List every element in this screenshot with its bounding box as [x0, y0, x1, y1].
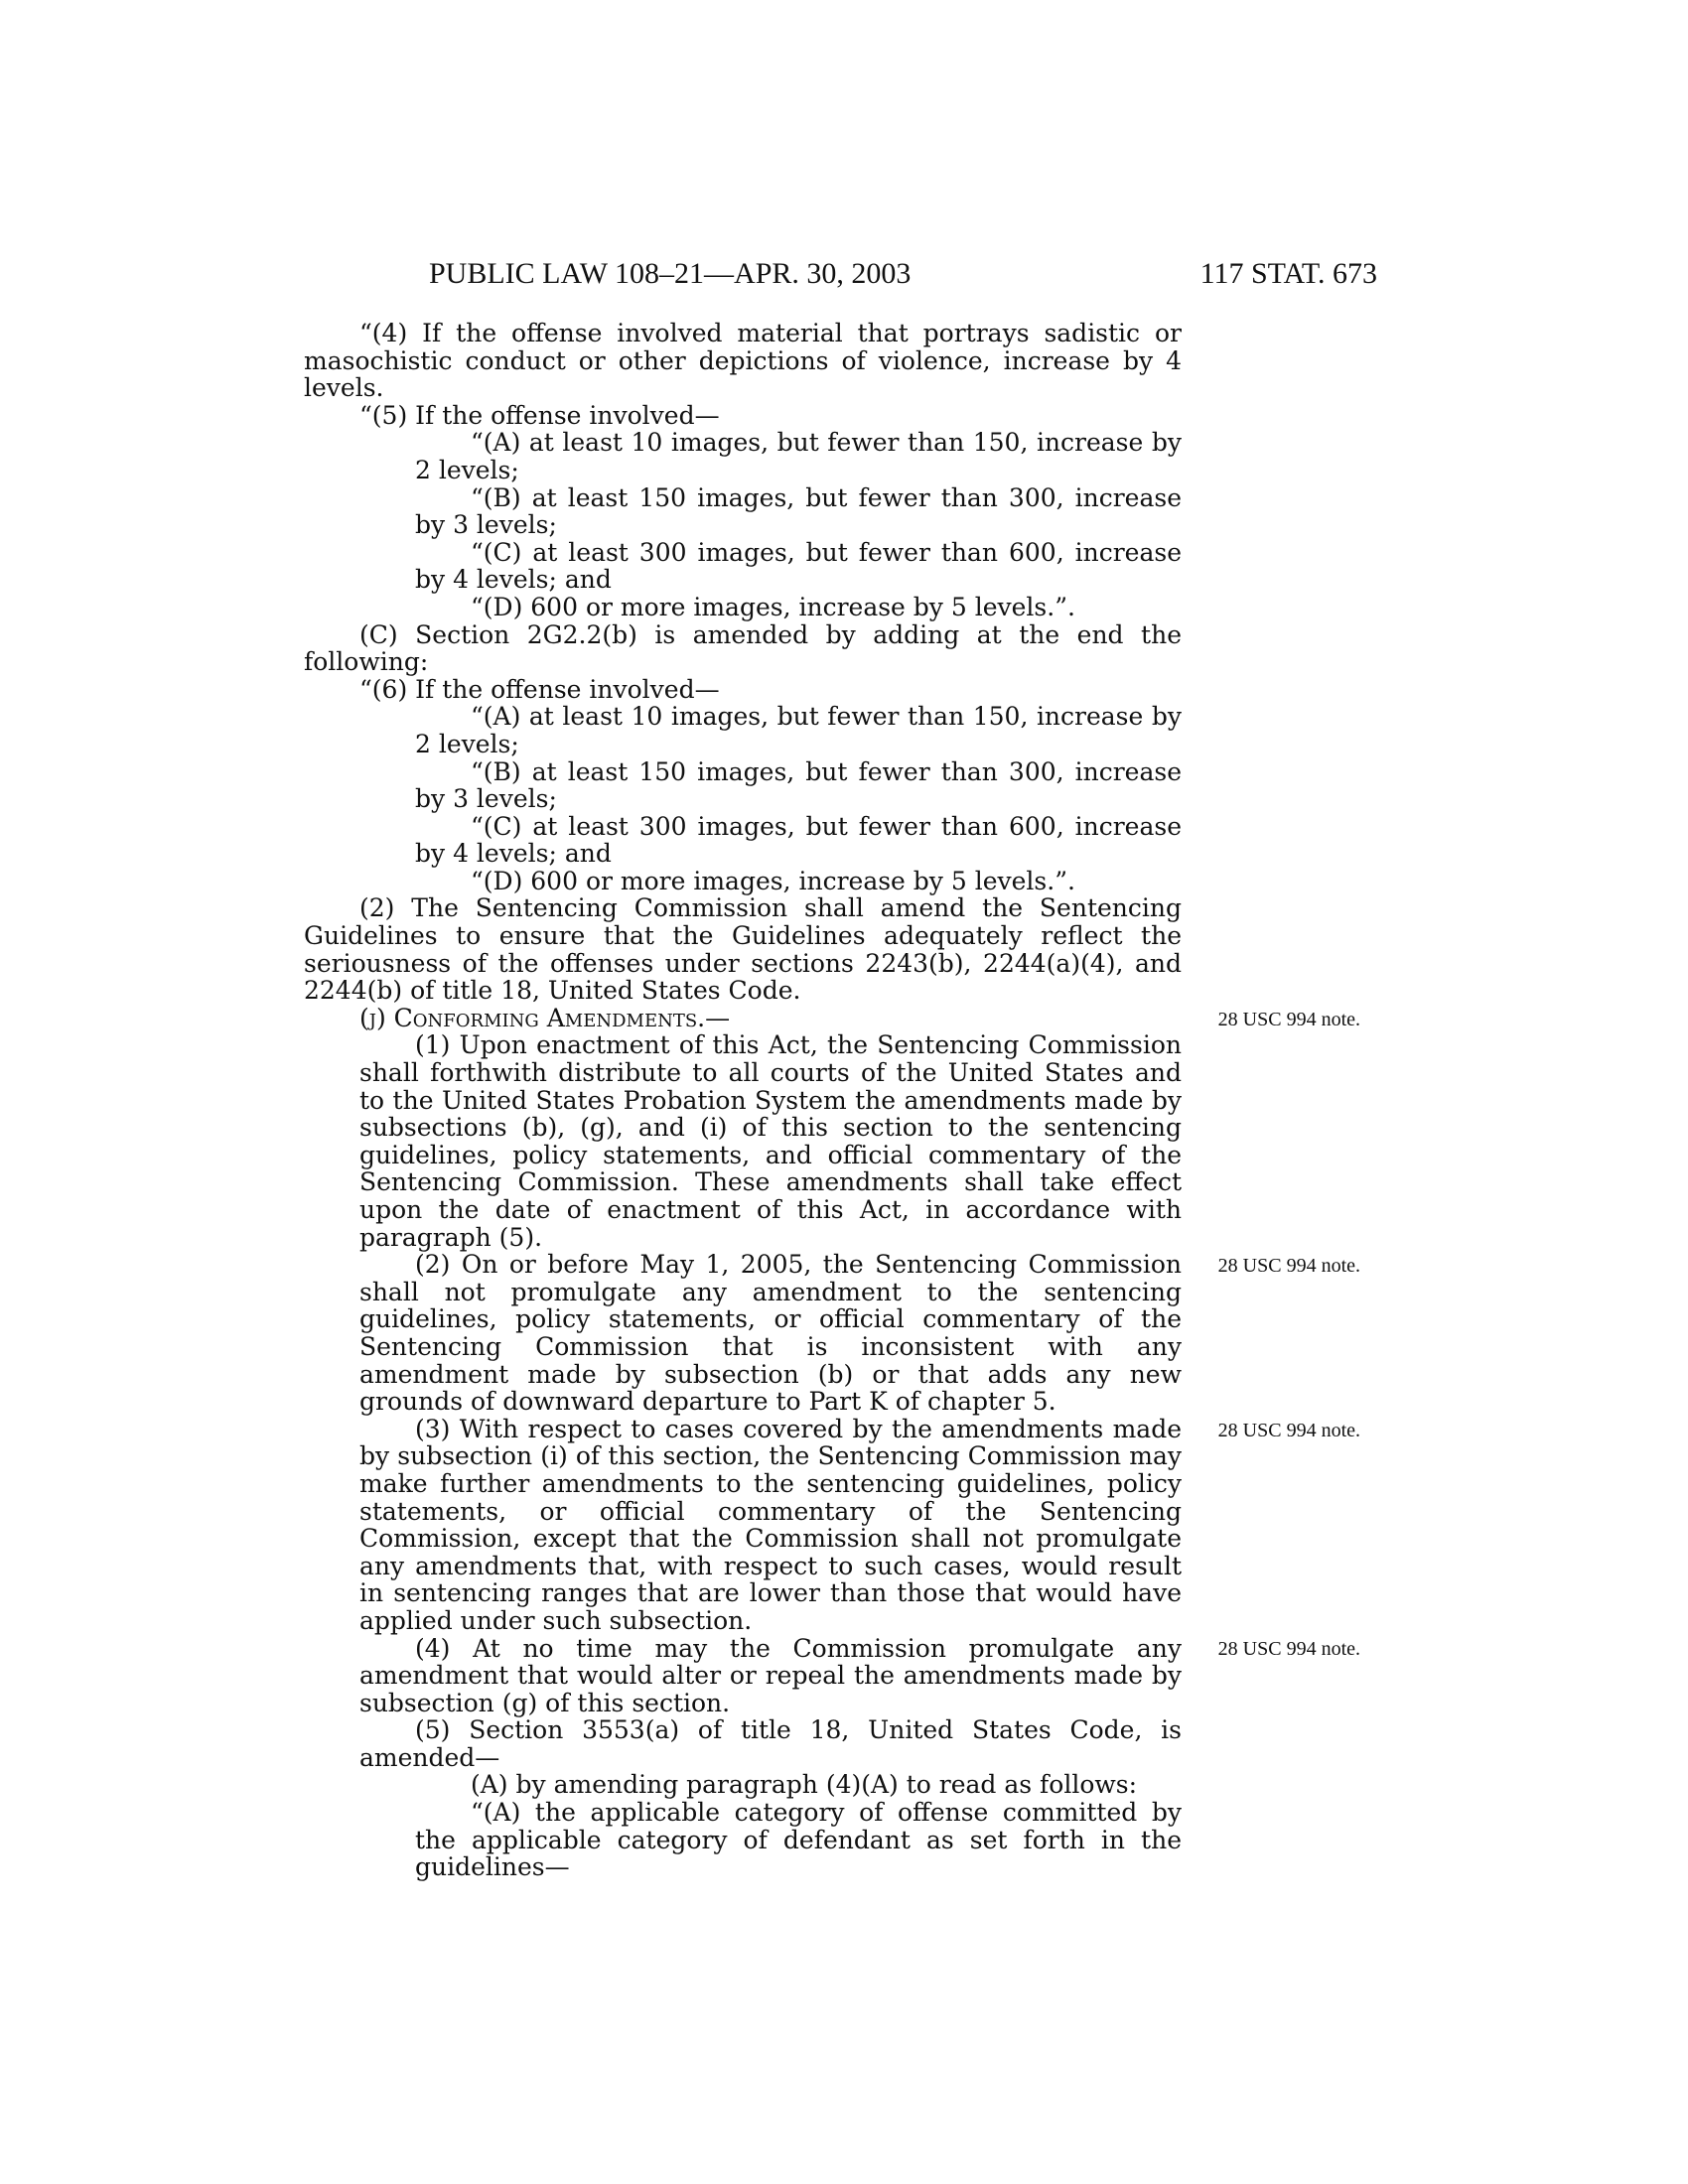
- statute-text: [304, 320, 1182, 1881]
- paragraph-4-sadistic-conduct: “(4) If the offense involved material that portrays sadistic or masochistic conduct or other depictions of violence, increase by 4 levels.: [304, 319, 1182, 403]
- subparagraph-6a: “(A) at least 10 images, but fewer than 150, increase by 2 levels;: [415, 702, 1182, 758]
- margin-note-j4: 28 USC 994 note.: [1217, 1638, 1360, 1660]
- subparagraph-5a: “(A) at least 10 images, but fewer than 150, increase by 2 levels;: [415, 428, 1182, 484]
- margin-note-j3: 28 USC 994 note.: [1217, 1420, 1360, 1441]
- paragraph-c-section-2g2-2: (C) Section 2G2.2(b) is amended by adding at the end the following:: [304, 619, 1182, 677]
- paragraph-j1: (1) Upon enactment of this Act, the Sentencing Commission shall forthwith distribute to all courts of the United States and to the United States Probation System the amendments made by subsections (b), (g), and (i) of this section to the sentencing guidelines, policy statements, and official commentary of the Sentencing Commission. These amendments shall take effect upon the date of enactment of this Act, in accordance with paragraph (5).: [359, 1030, 1182, 1252]
- subparagraph-5c: “(C) at least 300 images, but fewer than 600, increase by 4 levels; and: [415, 537, 1182, 595]
- paragraph-2-guidelines: (2) The Sentencing Commission shall amend the Sentencing Guidelines to ensure that the Guidelines adequately reflect the seriousness of the offenses under sections 2243(b), 2244(a)(4), and 2244(b) of title 18, United States Code.: [304, 893, 1182, 1006]
- subsection-j-heading: (j) Conforming Amendments.—: [359, 1003, 731, 1032]
- subparagraph-6d: “(D) 600 or more images, increase by 5 levels.”.: [471, 866, 1075, 895]
- subparagraph-6c: “(C) at least 300 images, but fewer than 600, increase by 4 levels; and: [415, 811, 1182, 869]
- subparagraph-6b: “(B) at least 150 images, but fewer than 300, increase by 3 levels;: [415, 756, 1182, 814]
- subparagraph-5d: “(D) 600 or more images, increase by 5 levels.”.: [471, 592, 1075, 621]
- margin-note-j2: 28 USC 994 note.: [1217, 1255, 1360, 1277]
- running-head: PUBLIC LAW 108–21—APR. 30, 2003: [429, 257, 912, 290]
- paragraph-j5a-quoted: “(A) the applicable category of offense committed by the applicable category of defendant as set forth in the guidelines—: [415, 1798, 1182, 1882]
- paragraph-j5a: (A) by amending paragraph (4)(A) to read as follows:: [471, 1770, 1138, 1800]
- paragraph-j5: (5) Section 3553(a) of title 18, United States Code, is amended—: [359, 1715, 1182, 1772]
- paragraph-5-offense-involved: “(5) If the offense involved—: [359, 400, 720, 430]
- page-header: [429, 254, 1377, 294]
- subparagraph-5b: “(B) at least 150 images, but fewer than 300, increase by 3 levels;: [415, 482, 1182, 540]
- paragraph-j3: (3) With respect to cases covered by the amendments made by subsection (i) of this section, the Sentencing Commission may make further amendments to the sentencing guidelines, policy statements, or official commentary of the Sentencing Commission, except that the Commission shall not promulgate any amendments that, with respect to such cases, would result in sentencing ranges that are lower than those that would have applied under such subsection.: [359, 1414, 1182, 1635]
- page-number: 117 STAT. 673: [1199, 257, 1377, 290]
- margin-note-j: 28 USC 994 note.: [1217, 1009, 1360, 1030]
- paragraph-j2: (2) On or before May 1, 2005, the Sentencing Commission shall not promulgate any amendment to the sentencing guidelines, policy statements, or official commentary of the Sentencing Commission that is inconsistent with any amendment made by subsection (b) or that adds any new grounds of downward departure to Part K of chapter 5.: [359, 1250, 1182, 1417]
- paragraph-6-offense-involved: “(6) If the offense involved—: [359, 674, 720, 704]
- paragraph-j4: (4) At no time may the Commission promulgate any amendment that would alter or repeal the amendments made by subsection (g) of this section.: [359, 1633, 1182, 1717]
